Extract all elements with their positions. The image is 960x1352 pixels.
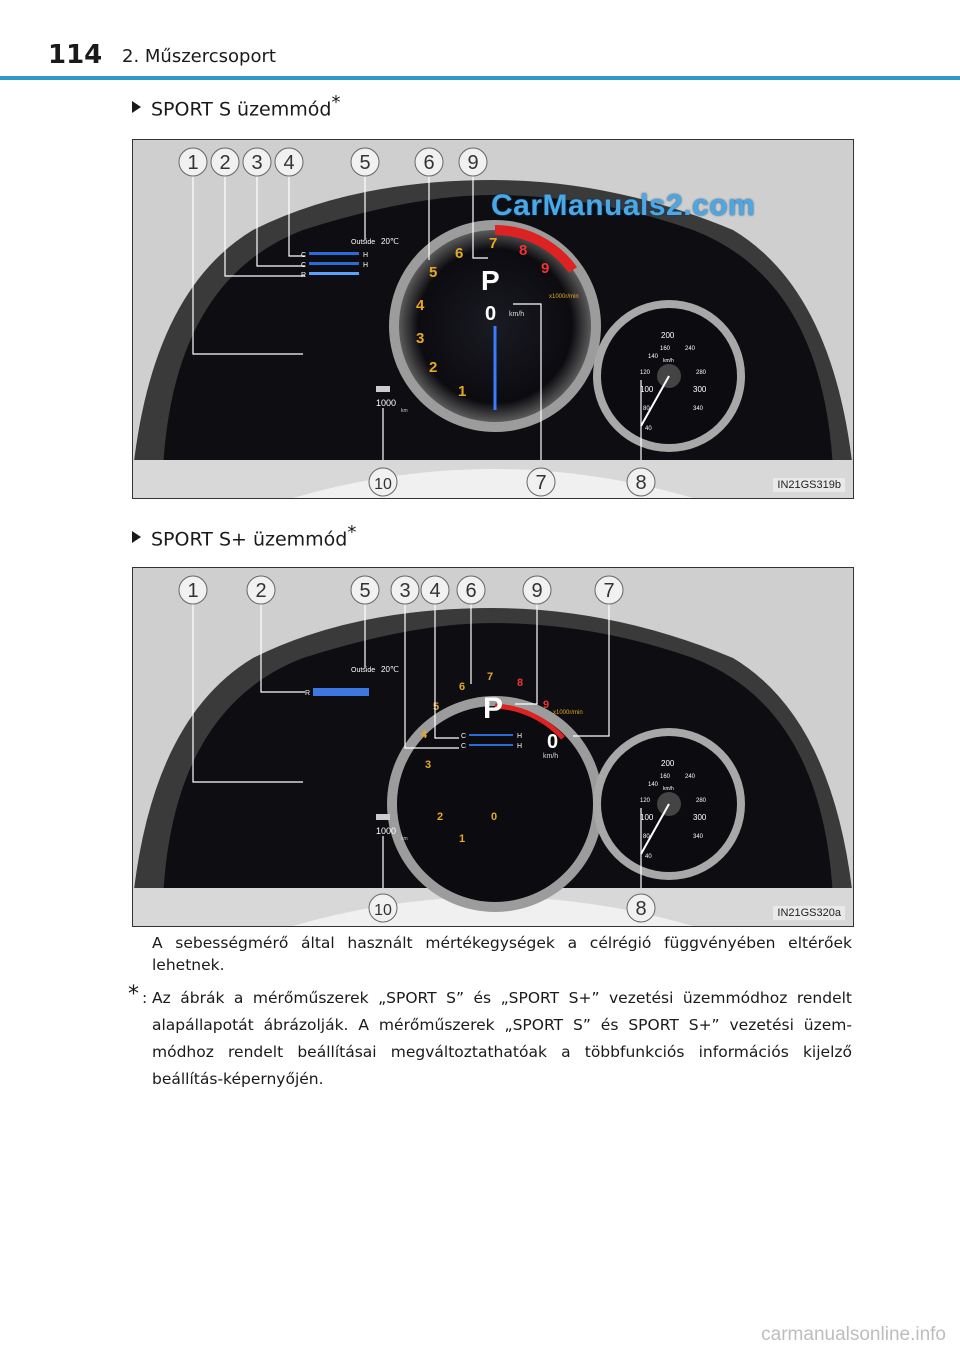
footnote-colon: : bbox=[142, 989, 148, 1007]
rpm-mark: 6 bbox=[455, 245, 464, 262]
callout-number: 8 bbox=[635, 472, 647, 494]
chapter-title: 2. Műszercsoport bbox=[122, 46, 276, 67]
fuel-r: R bbox=[305, 690, 311, 697]
speedo-mark: 100 bbox=[640, 813, 654, 822]
gauge-h: H bbox=[363, 262, 369, 269]
footnote-text: Az ábrák a mérőműszerek „SPORT S” és „SPORT S+” vezetési üzemmódhoz rendelt alapállapotát ábrázolják. A mérőműszerek „SPORT S” és SPORT S+” vezetési üzem-módhoz rendelt beállításai megváltoztathatóak a többfunkciós információs kijelző beállítás-képernyőjén. bbox=[152, 989, 852, 1088]
speedo-mark: 160 bbox=[660, 346, 671, 352]
rpm-mark: 2 bbox=[437, 811, 444, 823]
site-watermark: carmanualsonline.info bbox=[761, 1324, 946, 1345]
odometer: 1000 bbox=[376, 826, 397, 836]
outside-temp: 20℃ bbox=[381, 237, 399, 246]
gauge-c: C bbox=[461, 743, 467, 750]
rpm-mark: 6 bbox=[459, 681, 466, 693]
rpm-mark: 5 bbox=[433, 701, 440, 713]
speedo-mark: 40 bbox=[645, 426, 652, 432]
speedo-mark: 240 bbox=[685, 774, 696, 780]
speedo-mark: 80 bbox=[643, 834, 650, 840]
speedo-mark: 80 bbox=[643, 406, 650, 412]
units-note: A sebességmérő által használt mértékegységek a célrégió függvényében eltérőek lehetnek. bbox=[152, 934, 852, 974]
watermark-text: CarManuals2.com bbox=[491, 189, 756, 222]
callout-number: 5 bbox=[359, 580, 371, 602]
digital-speed: 0 bbox=[485, 303, 497, 325]
callout-number: 4 bbox=[283, 152, 295, 174]
speedo-mark: 200 bbox=[661, 331, 675, 340]
callout-number: 1 bbox=[187, 580, 199, 602]
callout-number: 1 bbox=[187, 152, 199, 174]
rpm-mark: 1 bbox=[458, 383, 467, 400]
gauge-c: C bbox=[301, 252, 307, 259]
footnote bbox=[128, 982, 852, 1093]
callout-number: 9 bbox=[531, 580, 543, 602]
speedo-mark: 240 bbox=[685, 346, 696, 352]
speedo-mark: 160 bbox=[660, 774, 671, 780]
callout-number: 10 bbox=[374, 902, 392, 919]
outside-label: Outside bbox=[351, 667, 376, 674]
callout-number: 3 bbox=[399, 580, 411, 602]
speedo-mark: 140 bbox=[648, 354, 659, 360]
speedo-mark: 280 bbox=[696, 370, 707, 376]
speed-unit: km/h bbox=[509, 311, 525, 318]
speedo-mark: 120 bbox=[640, 798, 651, 804]
rpm-mark: 7 bbox=[489, 235, 498, 252]
speedo-unit: km/h bbox=[663, 786, 674, 792]
gauge-h: H bbox=[517, 743, 523, 750]
speedo-mark: 120 bbox=[640, 370, 651, 376]
figure-sport-s-plus bbox=[132, 567, 854, 927]
gear-indicator: P bbox=[481, 265, 500, 296]
gauge-c: C bbox=[301, 262, 307, 269]
callout-number: 5 bbox=[359, 152, 371, 174]
outside-label: Outside bbox=[351, 239, 376, 246]
callout-number: 4 bbox=[429, 580, 441, 602]
gauge-h: H bbox=[363, 252, 369, 259]
rpm-mark: 4 bbox=[421, 729, 428, 741]
rpm-mark: 2 bbox=[429, 359, 438, 376]
callout-number: 8 bbox=[635, 898, 647, 920]
section-heading-text: SPORT S üzemmód bbox=[151, 98, 332, 121]
section-heading-text: SPORT S+ üzemmód bbox=[151, 528, 348, 551]
gear-indicator: P bbox=[483, 692, 504, 725]
speedo-mark: 340 bbox=[693, 406, 704, 412]
rpm-mark: 3 bbox=[425, 759, 432, 771]
callout-number: 6 bbox=[465, 580, 477, 602]
figure-code: IN21GS320a bbox=[773, 906, 845, 920]
rpm-mark: 7 bbox=[487, 671, 494, 683]
cluster-illustration-sport-s-plus bbox=[133, 568, 853, 926]
callout-number: 7 bbox=[603, 580, 615, 602]
digital-speed: 0 bbox=[547, 731, 559, 753]
speedo-mark: 340 bbox=[693, 834, 704, 840]
callout-number: 10 bbox=[374, 476, 392, 493]
odometer: 1000 bbox=[376, 398, 397, 408]
rpm-mark: 9 bbox=[541, 260, 550, 277]
asterisk-marker: * bbox=[347, 522, 357, 543]
rpm-mark: 0 bbox=[491, 811, 498, 823]
odo-unit: km bbox=[401, 836, 408, 842]
rpm-mark: 1 bbox=[459, 833, 466, 845]
speedo-mark: 300 bbox=[693, 813, 707, 822]
rpm-mark: 8 bbox=[519, 242, 528, 259]
speedo-mark: 300 bbox=[693, 385, 707, 394]
speedo-mark: 100 bbox=[640, 385, 654, 394]
figure-sport-s bbox=[132, 139, 854, 499]
odo-unit: km bbox=[401, 408, 408, 414]
speed-unit: km/h bbox=[543, 753, 559, 760]
rpm-mark: 4 bbox=[416, 297, 425, 314]
figure-code: IN21GS319b bbox=[773, 478, 845, 492]
rpm-unit: x1000r/min bbox=[553, 710, 583, 716]
rpm-mark: 3 bbox=[416, 330, 425, 347]
speedo-mark: 200 bbox=[661, 759, 675, 768]
callout-number: 9 bbox=[467, 152, 479, 174]
callout-number: 7 bbox=[535, 472, 547, 494]
rpm-mark: 9 bbox=[543, 699, 550, 711]
section-heading-sport-s-plus bbox=[132, 522, 356, 550]
page-number: 114 bbox=[48, 40, 103, 70]
triangle-bullet-icon bbox=[132, 101, 141, 113]
callout-number: 2 bbox=[255, 580, 267, 602]
rpm-mark: 5 bbox=[429, 264, 438, 281]
speedo-mark: 280 bbox=[696, 798, 707, 804]
callout-number: 2 bbox=[219, 152, 231, 174]
footnote-marker: * bbox=[128, 982, 139, 1007]
rpm-mark: 8 bbox=[517, 677, 524, 689]
gauge-h: H bbox=[517, 733, 523, 740]
speedo-mark: 140 bbox=[648, 782, 659, 788]
fuel-r: R bbox=[301, 272, 307, 279]
outside-temp: 20℃ bbox=[381, 665, 399, 674]
rpm-unit: x1000r/min bbox=[549, 294, 579, 300]
callout-number: 6 bbox=[423, 152, 435, 174]
gauge-c: C bbox=[461, 733, 467, 740]
section-heading-sport-s bbox=[132, 92, 340, 120]
triangle-bullet-icon bbox=[132, 531, 141, 543]
asterisk-marker: * bbox=[331, 92, 341, 113]
speedo-unit: km/h bbox=[663, 358, 674, 364]
speedo-mark: 40 bbox=[645, 854, 652, 860]
header-rule bbox=[0, 76, 960, 80]
callout-number: 3 bbox=[251, 152, 263, 174]
